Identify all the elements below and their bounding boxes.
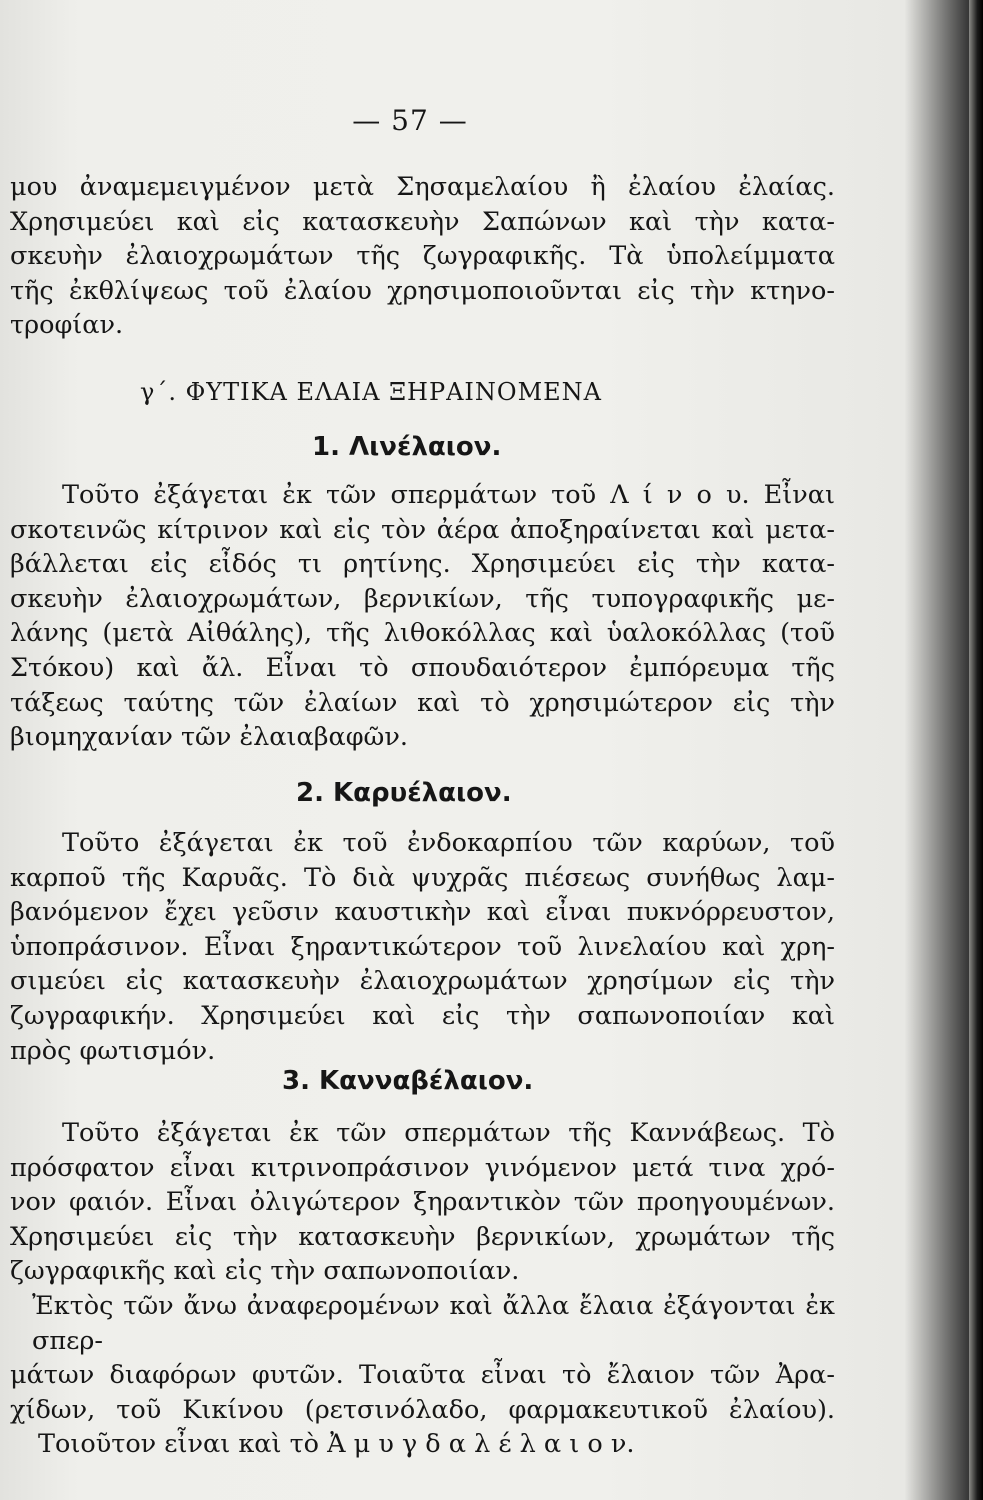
text-line: Τοιοῦτον εἶναι καὶ τὸ Ἀ μ υ γ δ α λ έ λ α ι ο ν. [38, 1429, 635, 1460]
subsection-title-walnut: 2. Καρυέλαιον. [296, 778, 512, 808]
paragraph-linseed [10, 478, 835, 755]
text-line: Χρησιμεύει εἰς τὴν κατασκευὴν βερνικίων, χρωμάτων τῆς [10, 1221, 835, 1252]
text-line: ζωγραφικῆς καὶ εἰς τὴν σαπωνοποιίαν. [10, 1256, 520, 1287]
text-line: σιμεύει εἰς κατασκευὴν ἐλαιοχρωμάτων χρησίμων εἰς τὴν [10, 966, 835, 997]
text-line: χίδων, τοῦ Κικίνου (ρετσινόλαδο, φαρμακευτικοῦ ἐλαίου). [10, 1394, 835, 1425]
text-line: Τοῦτο ἐξάγεται ἐκ τῶν σπερμάτων τῆς Καννάβεως. Τὸ [62, 1118, 835, 1148]
paragraph-hemp [10, 1116, 835, 1462]
text-line: Ἐκτὸς τῶν ἄνω ἀναφερομένων καὶ ἄλλα ἔλαια ἐξάγονται ἐκ σπερ- [32, 1290, 835, 1356]
text-line: νον φαιόν. Εἶναι ὀλιγώτερον ξηραντικὸν τῶν προηγουμένων. [10, 1187, 835, 1218]
text-line: σκευὴν ἐλαιοχρωμάτων, βερνικίων, τῆς τυπογραφικῆς με- [10, 583, 835, 614]
text-line: μάτων διαφόρων φυτῶν. Τοιαῦτα εἶναι τὸ ἔλαιον τῶν Ἀρα- [10, 1360, 835, 1391]
page-edge-shadow [969, 0, 983, 1500]
text-line: μου ἀναμεμειγμένον μετὰ Σησαμελαίου ἢ ἐλαίου ἐλαίας. [10, 172, 835, 202]
text-line: τροφίαν. [10, 310, 124, 341]
text-line: βάλλεται εἰς εἶδός τι ρητίνης. Χρησιμεύει εἰς τὴν κατα- [10, 549, 835, 580]
text-line: βιομηχανίαν τῶν ἐλαιαβαφῶν. [10, 722, 408, 753]
text-line: λάνης (μετὰ Αἰθάλης), τῆς λιθοκόλλας καὶ ὑαλοκόλλας (τοῦ [10, 618, 835, 649]
subsection-title-linseed: 1. Λινέλαιον. [312, 432, 502, 462]
paragraph-walnut [10, 826, 835, 1068]
intro-paragraph [10, 170, 835, 343]
text-line: τῆς ἐκθλίψεως τοῦ ἐλαίου χρησιμοποιοῦνται εἰς τὴν κτηνο- [10, 275, 835, 306]
text-line: σκευὴν ἐλαιοχρωμάτων τῆς ζωγραφικῆς. Τὰ ὑπολείμματα [10, 241, 835, 272]
text-line: σκοτεινῶς κίτρινον καὶ εἰς τὸν ἀέρα ἀποξηραίνεται καὶ μετα- [10, 514, 835, 545]
page-number: — 57 — [352, 104, 468, 137]
text-line: βανόμενον ἔχει γεῦσιν καυστικὴν καὶ εἶναι πυκνόρρευστον, [10, 897, 835, 928]
text-line: πρόσφατον εἶναι κιτρινοπράσινον γινόμενον μετά τινα χρό- [10, 1152, 835, 1183]
text-line: ζωγραφικήν. Χρησιμεύει καὶ εἰς τὴν σαπωνοποιίαν καὶ [10, 1000, 835, 1031]
section-heading: γ΄. ΦΥΤΙΚΑ ΕΛΑΙΑ ΞΗΡΑΙΝΟΜΕΝΑ [140, 378, 603, 406]
text-line: Στόκου) καὶ ἄλ. Εἶναι τὸ σπουδαιότερον ἐμπόρευμα τῆς [10, 652, 835, 683]
text-line: Χρησιμεύει καὶ εἰς κατασκευὴν Σαπώνων καὶ τὴν κατα- [10, 206, 835, 237]
text-line: καρποῦ τῆς Καρυᾶς. Τὸ διὰ ψυχρᾶς πιέσεως συνήθως λαμ- [10, 862, 835, 893]
text-line: ὑποπράσινον. Εἶναι ξηραντικώτερον τοῦ λινελαίου καὶ χρη- [10, 931, 835, 962]
text-line: Τοῦτο ἐξάγεται ἐκ τοῦ ἐνδοκαρπίου τῶν καρύων, τοῦ [62, 828, 835, 858]
subsection-title-hemp: 3. Κανναβέλαιον. [282, 1066, 534, 1096]
text-line: πρὸς φωτισμόν. [10, 1035, 216, 1066]
text-line: Τοῦτο ἐξάγεται ἐκ τῶν σπερμάτων τοῦ Λ ί ν ο υ. Εἶναι [62, 480, 835, 510]
text-line: τάξεως ταύτης τῶν ἐλαίων καὶ τὸ χρησιμώτερον εἰς τὴν [10, 687, 835, 718]
